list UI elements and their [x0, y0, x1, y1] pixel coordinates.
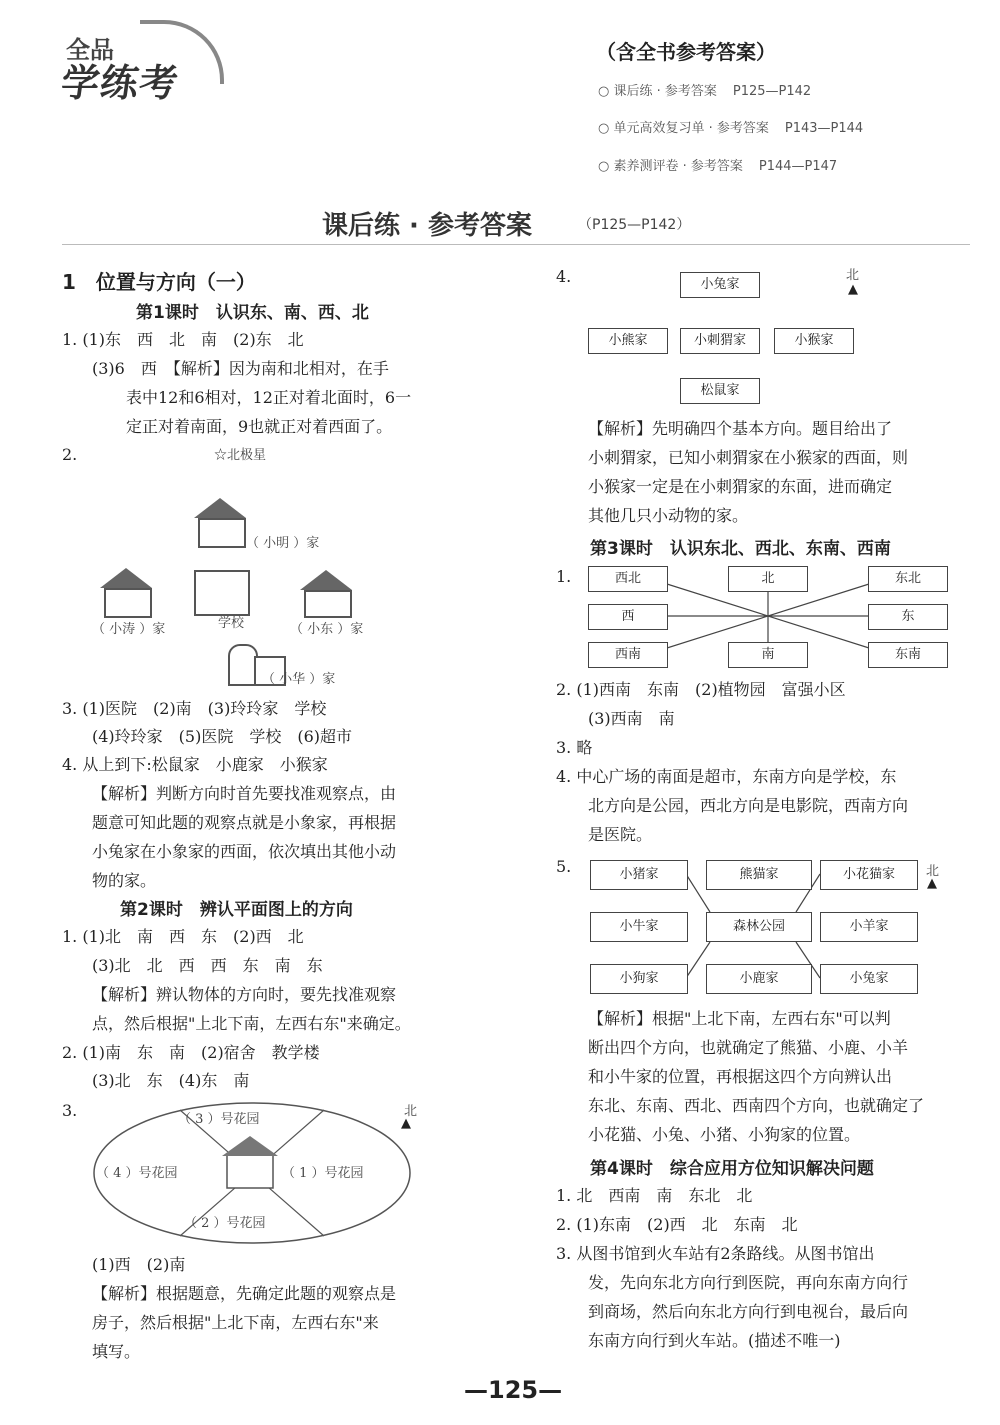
q4-north-label: 北	[846, 268, 860, 283]
label-garden-3: （ 3 ）号花园	[178, 1112, 260, 1127]
info-line-3: ○ 素养测评卷 · 参考答案 P144—P147	[598, 159, 838, 174]
l1-q4-line-a: 4. 从上到下:松鼠家 小鹿家 小猴家	[62, 755, 328, 774]
box-bear-home: 小熊家	[588, 328, 668, 354]
l2-q2-line-b: (3)北 东 (4)东 南	[92, 1071, 250, 1090]
box-south: 南	[728, 642, 808, 668]
l3-q3: 3. 略	[556, 738, 593, 757]
l4-q3-line-c: 到商场，然后向东北方向行到电视台，最后向	[588, 1302, 909, 1321]
l3-q4-line-c: 是医院。	[588, 825, 653, 844]
l2-q1-line-c: 【解析】辨认物体的方向时，要先找准观察	[92, 985, 397, 1004]
center-house-icon	[227, 1154, 273, 1188]
l1-q4-line-e: 物的家。	[92, 871, 157, 890]
box-southeast: 东南	[868, 642, 948, 668]
info-line-1: ○ 课后练 · 参考答案 P125—P142	[598, 84, 812, 99]
box-cat-home: 小花猫家	[820, 860, 918, 890]
label-xiaoming: （ 小明 ）家	[246, 536, 320, 551]
l2-q3-line-b: 【解析】根据题意，先确定此题的观察点是	[92, 1284, 397, 1303]
label-garden-1: （ 1 ）号花园	[282, 1166, 364, 1181]
l2-q1-line-d: 点，然后根据"上北下南，左西右东"来确定。	[92, 1014, 411, 1033]
l3-q4-line-a: 4. 中心广场的南面是超市，东南方向是学校，东	[556, 767, 897, 786]
label-garden-4: （ 4 ）号花园	[96, 1166, 178, 1181]
house-roof-icon	[300, 570, 352, 590]
l3-q5-line-c: 和小牛家的位置，再根据这四个方向辨认出	[588, 1067, 893, 1086]
l2-q3-line-c: 房子，然后根据"上北下南，左西右东"来	[92, 1313, 379, 1332]
l3-q5-line-d: 东北、东南、西北、西南四个方向，也就确定了	[588, 1096, 925, 1115]
north-arrow-icon: ▲	[848, 282, 858, 297]
box-northwest: 西北	[588, 566, 668, 592]
l1-q3-line-b: (4)玲玲家 (5)医院 学校 (6)超市	[92, 727, 352, 746]
l1-q4-line-c: 题意可知此题的观察点就是小象家，再根据	[92, 813, 397, 832]
house-icon-xiaodong	[304, 590, 352, 618]
label-xiaohua: （ 小华 ）家	[262, 672, 336, 687]
l1-q2-number: 2.	[62, 445, 78, 464]
box-deer-home: 小鹿家	[706, 964, 812, 994]
l2-q3-answer: (1)西 (2)南	[92, 1255, 186, 1274]
label-garden-2: （ 2 ）号花园	[184, 1216, 266, 1231]
l2-q1-line-b: (3)北 北 西 西 东 南 东	[92, 956, 323, 975]
school-building-icon	[194, 570, 250, 616]
l3-q5-line-a: 【解析】根据"上北下南，左西右东"可以判	[588, 1009, 891, 1028]
box-pig-home: 小猪家	[590, 860, 688, 890]
house-roof-icon	[100, 568, 152, 588]
unit-title: 1 位置与方向（一）	[62, 270, 256, 294]
l1-q1-line-d: 定正对着南面，9也就正对着西面了。	[126, 417, 393, 436]
l3-q5-line-b: 断出四个方向，也就确定了熊猫、小鹿、小羊	[588, 1038, 909, 1057]
r-q4-line-b: 小刺猬家，已知小刺猬家在小猴家的西面，则	[588, 448, 909, 467]
l4-q2: 2. (1)东南 (2)西 北 东南 北	[556, 1215, 798, 1234]
l4-q3-line-a: 3. 从图书馆到火车站有2条路线。从图书馆出	[556, 1244, 875, 1263]
logo-top-text: 全品	[66, 36, 114, 64]
label-xiaodong: （ 小东 ）家	[290, 622, 364, 637]
section-range: （P125—P142）	[578, 217, 691, 233]
house-icon-xiaoming	[198, 518, 246, 548]
l3-q5-number: 5.	[556, 857, 572, 876]
box-north: 北	[728, 566, 808, 592]
info-line-2: ○ 单元高效复习单 · 参考答案 P143—P144	[598, 121, 864, 136]
l1-q4-line-d: 小兔家在小象家的西面，依次填出其他小动	[92, 842, 397, 861]
box-southwest: 西南	[588, 642, 668, 668]
r-q4-line-d: 其他几只小动物的家。	[588, 506, 749, 525]
l4-q3-line-b: 发，先向东北方向行到医院，再向东南方向行	[588, 1273, 909, 1292]
polaris-label: ☆北极星	[214, 448, 267, 463]
l3-q5-line-e: 小花猫、小兔、小猪、小狗家的位置。	[588, 1125, 861, 1144]
lesson-2-title: 第2课时 辨认平面图上的方向	[120, 900, 353, 920]
l4-q3-line-d: 东南方向行到火车站。(描述不唯一)	[588, 1331, 841, 1350]
l2-q3-number: 3.	[62, 1101, 78, 1120]
l2-q2-line-a: 2. (1)南 东 南 (2)宿舍 教学楼	[62, 1043, 320, 1062]
l1-q4-line-b: 【解析】判断方向时首先要找准观察点，由	[92, 784, 397, 803]
r-q4-line-c: 小猴家一定是在小刺猬家的东面，进而确定	[588, 477, 893, 496]
box-rabbit2-home: 小兔家	[820, 964, 918, 994]
box-calf-home: 小牛家	[590, 912, 688, 942]
l1-q1-line-b: (3)6 西 【解析】因为南和北相对，在手	[92, 359, 389, 378]
page-number: —125—	[464, 1376, 563, 1404]
lesson-4-title: 第4课时 综合应用方位知识解决问题	[590, 1159, 874, 1179]
l1-q3-line-a: 3. (1)医院 (2)南 (3)玲玲家 学校	[62, 699, 327, 718]
l3-q4-line-b: 北方向是公园，西北方向是电影院，西南方向	[588, 796, 909, 815]
label-school: 学校	[218, 616, 245, 631]
q5-north-label: 北	[926, 864, 940, 879]
info-title: （含全书参考答案）	[596, 40, 776, 64]
box-west: 西	[588, 604, 668, 630]
box-east: 东	[868, 604, 948, 630]
l1-q1-line-a: 1. (1)东 西 北 南 (2)东 北	[62, 330, 304, 349]
box-monkey-home: 小猴家	[774, 328, 854, 354]
north-label: 北	[404, 1104, 418, 1119]
l2-q3-line-d: 填写。	[92, 1342, 141, 1361]
box-panda-home: 熊猫家	[706, 860, 812, 890]
box-northeast: 东北	[868, 566, 948, 592]
center-house-roof-icon	[222, 1136, 278, 1156]
north-arrow-icon: ▲	[927, 876, 937, 891]
house-icon-xiaotao	[104, 588, 152, 618]
box-squirrel-home: 松鼠家	[680, 378, 760, 404]
label-xiaotao: （ 小涛 ）家	[92, 622, 166, 637]
l3-q2-line-a: 2. (1)西南 东南 (2)植物园 富强小区	[556, 680, 846, 699]
l1-q1-line-c: 表中12和6相对，12正对着北面时，6一	[126, 388, 412, 407]
section-divider	[62, 244, 970, 245]
l2-q1-line-a: 1. (1)北 南 西 东 (2)西 北	[62, 927, 304, 946]
box-dog-home: 小狗家	[590, 964, 688, 994]
lesson-1-title: 第1课时 认识东、南、西、北	[136, 303, 369, 323]
north-arrow-icon: ▲	[401, 1116, 411, 1131]
r-q4-number: 4.	[556, 267, 572, 286]
logo-main-text: 学练考	[58, 61, 182, 105]
r-q4-line-a: 【解析】先明确四个基本方向。题目给出了	[588, 419, 893, 438]
box-lamb-home: 小羊家	[820, 912, 918, 942]
l3-q2-line-b: (3)西南 南	[588, 709, 675, 728]
box-rabbit-home: 小兔家	[680, 272, 760, 298]
lesson-3-title: 第3课时 认识东北、西北、东南、西南	[590, 539, 891, 559]
l4-q1: 1. 北 西南 南 东北 北	[556, 1186, 753, 1205]
box-forest-park: 森林公园	[706, 912, 812, 942]
l3-q1-number: 1.	[556, 567, 572, 586]
house-roof-icon	[194, 498, 246, 518]
box-hedgehog-home: 小刺猬家	[680, 328, 760, 354]
section-title: 课后练 · 参考答案	[322, 211, 532, 241]
